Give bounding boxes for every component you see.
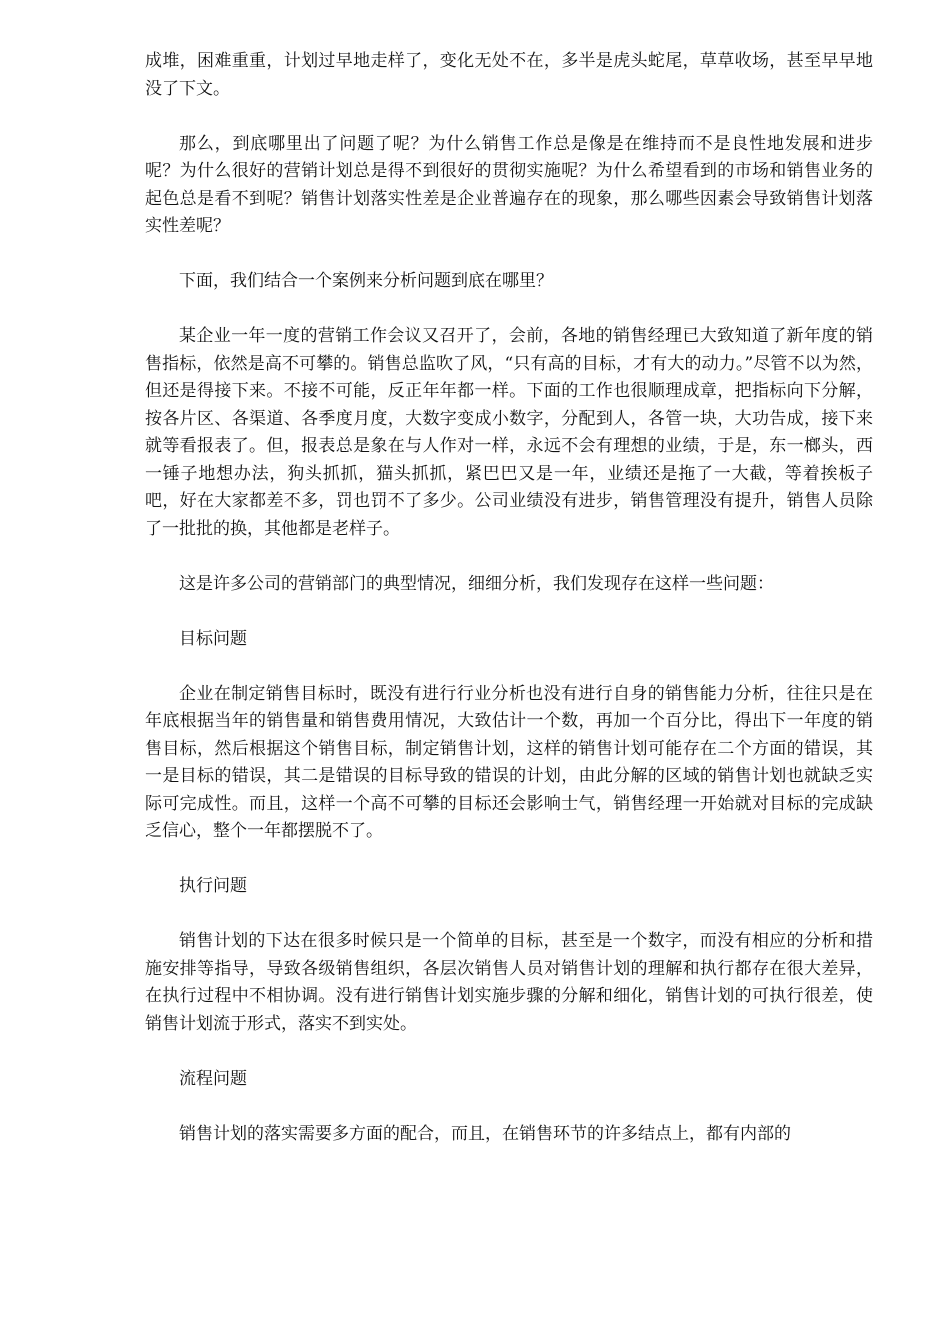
paragraph-case-intro: 下面，我们结合一个案例来分析问题到底在哪里？ (179, 271, 553, 291)
paragraph-execution-problem: 销售计划的下达在很多时候只是一个简单的目标，甚至是一个数字，而没有相应的分析和措施安排等指导，导致各级销售组织，各层次销售人员对销售计划的理解和执行都存在很大差异，在执行过程中不相协调。没有进行销售计划实施步骤的分解和细化，销售计划的可执行很差，使销售计划流于形式，落实不到实处。 (145, 931, 873, 1034)
document-page (145, 48, 873, 1176)
paragraph-goal-problem: 企业在制定销售目标时，既没有进行行业分析也没有进行自身的销售能力分析，往往只是在年底根据当年的销售量和销售费用情况，大致估计一个数，再加一个百分比，得出下一年度的销售目标，然后根据这个销售目标，制定销售计划，这样的销售计划可能存在二个方面的错误，其一是目标的错误，其二是错误的目标导致的错误的计划，由此分解的区域的销售计划也就缺乏实际可完成性。而且，这样一个高不可攀的目标还会影响士气，销售经理一开始就对目标的完成缺乏信心，整个一年都摆脱不了。 (145, 683, 873, 841)
paragraph-questions: 那么，到底哪里出了问题了呢？为什么销售工作总是像是在维持而不是良性地发展和进步呢？为什么很好的营销计划总是得不到很好的贯彻实施呢？为什么希望看到的市场和销售业务的起色总是看不到呢？销售计划落实性差是企业普遍存在的现象，那么哪些因素会导致销售计划落实性差呢？ (145, 133, 873, 236)
paragraph-analysis-intro: 这是许多公司的营销部门的典型情况，细细分析，我们发现存在这样一些问题： (179, 573, 774, 594)
section-heading-execution: 执行问题 (179, 876, 247, 896)
paragraph-process-problem: 销售计划的落实需要多方面的配合，而且，在销售环节的许多结点上，都有内部的 (179, 1123, 791, 1144)
paragraph-case-story: 某企业一年一度的营销工作会议又召开了，会前，各地的销售经理已大致知道了新年度的销售指标，依然是高不可攀的。销售总监吹了风，“只有高的目标，才有大的动力。”尽管不以为然，但还是得接下来。不接不可能，反正年年都一样。下面的工作也很顺理成章，把指标向下分解，按各片区、各渠道、各季度月度，大数字变成小数字，分配到人，各管一块，大功告成，接下来就等看报表了。但，报表总是象在与人作对一样，永远不会有理想的业绩，于是，东一榔头，西一锤子地想办法，狗头抓抓，猫头抓抓，紧巴巴又是一年，业绩还是拖了一大截，等着挨板子吧，好在大家都差不多，罚也罚不了多少。公司业绩没有进步，销售管理没有提升，销售人员除了一批批的换，其他都是老样子。 (145, 326, 873, 539)
paragraph-continuation: 成堆，困难重重，计划过早地走样了，变化无处不在，多半是虎头蛇尾，草草收场，甚至早早地没了下文。 (145, 51, 873, 99)
section-heading-goal: 目标问题 (179, 628, 247, 649)
section-heading-process: 流程问题 (179, 1068, 247, 1089)
